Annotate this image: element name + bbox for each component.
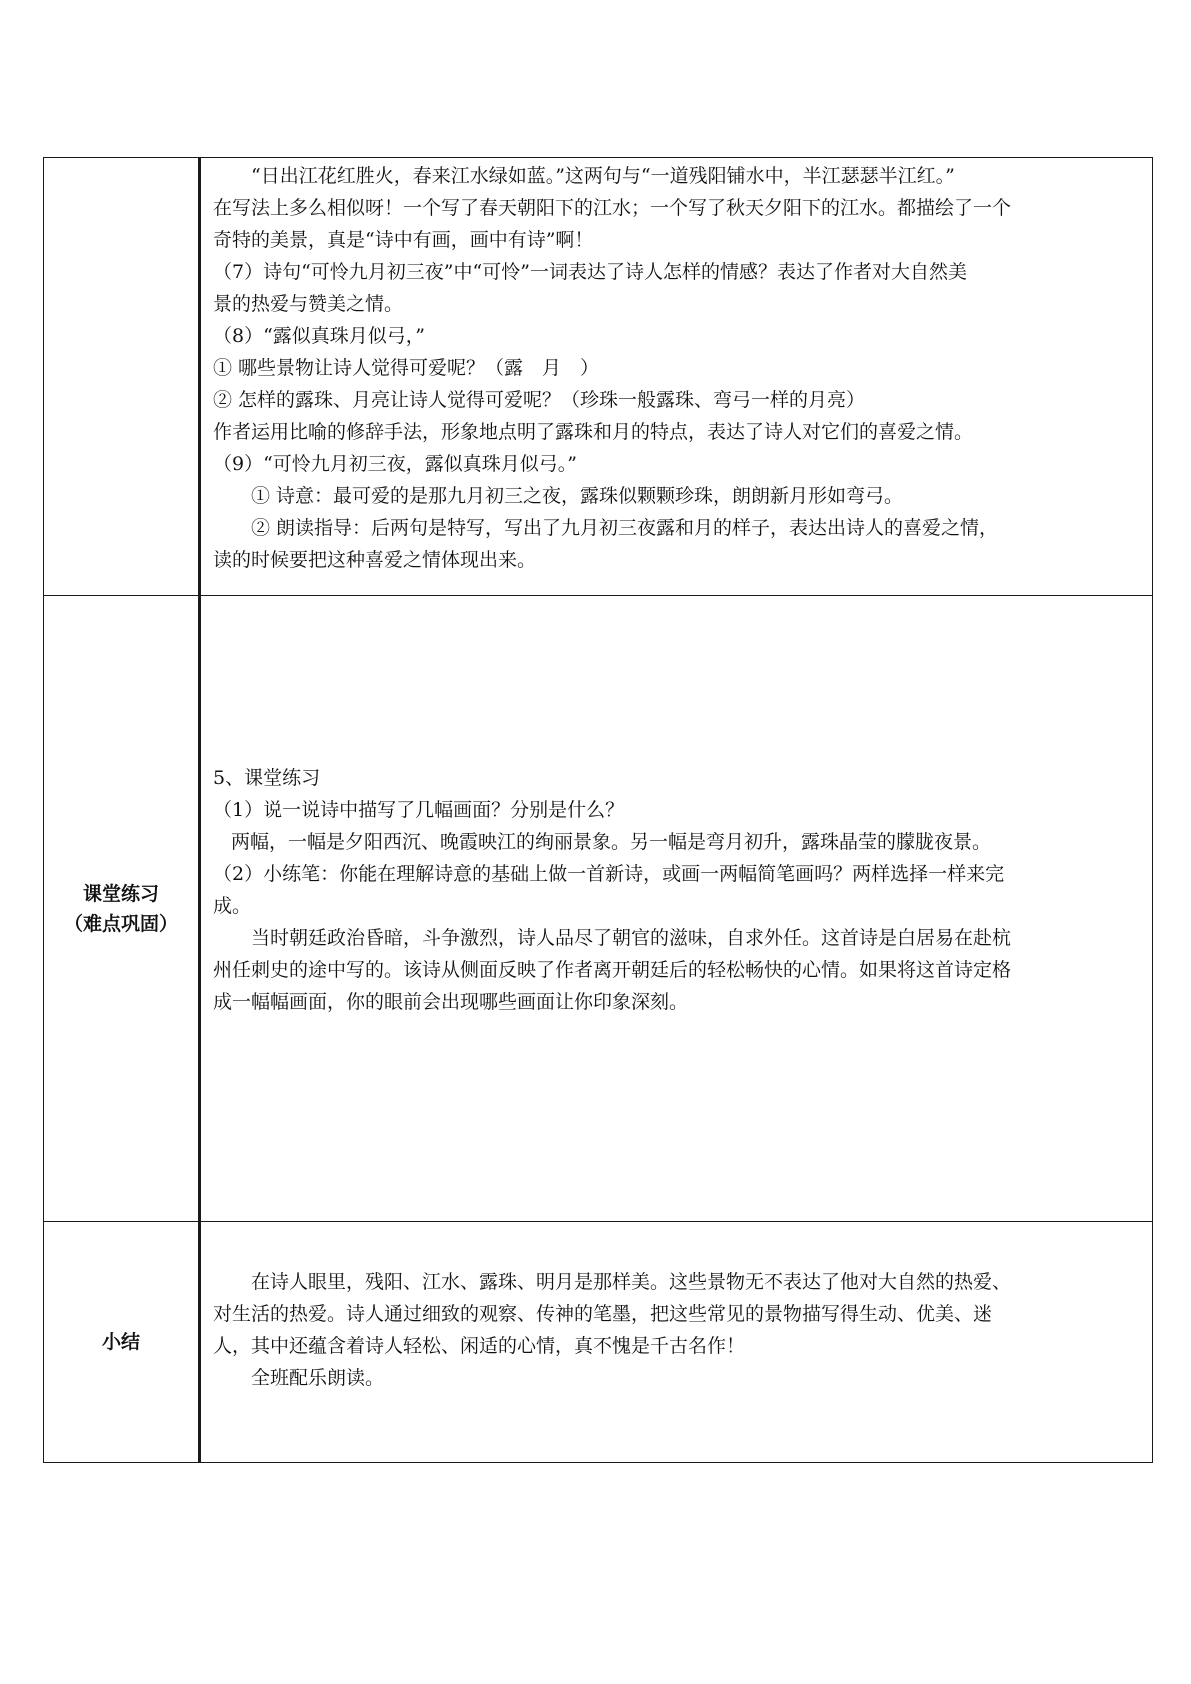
label-line: 课堂练习: [82, 882, 159, 905]
classroom-practice-content: [200, 596, 1153, 1222]
row-label-empty: [44, 158, 200, 596]
paragraph-line: “日出江花红胜火，春来江水绿如蓝。”这两句与“一道残阳铺水中，半江瑟瑟半江红。”: [251, 165, 955, 187]
question-9-line: （9）“可怜九月初三夜，露似真珠月似弓。”: [213, 453, 578, 475]
paragraph-line: 作者运用比喻的修辞手法，形象地点明了露珠和月的特点，表达了诗人对它们的喜爱之情。: [213, 421, 974, 443]
paragraph-line: 在诗人眼里，残阳、江水、露珠、明月是那样美。这些景物无不表达了他对大自然的热爱、: [251, 1271, 1012, 1293]
table-row-classroom-practice: [44, 596, 1153, 1222]
paragraph-line: 读的时候要把这种喜爱之情体现出来。: [213, 549, 537, 571]
section-heading: 5、课堂练习: [213, 767, 321, 789]
lesson-plan-table: [43, 157, 1153, 1463]
row-label-summary: [44, 1222, 200, 1463]
sub-question-line: ② 怎样的露珠、月亮让诗人觉得可爱呢？（珍珠一般露珠、弯弓一样的月亮）: [213, 389, 866, 411]
sub-question-line: ① 哪些景物让诗人觉得可爱呢？（露 月 ）: [213, 357, 600, 379]
paragraph-line: 景的热爱与赞美之情。: [213, 293, 404, 315]
table-row-poem-analysis: [44, 158, 1153, 596]
paragraph-line: 成一幅幅画面，你的眼前会出现哪些画面让你印象深刻。: [213, 991, 689, 1013]
paragraph-line: 州任刺史的途中写的。该诗从侧面反映了作者离开朝廷后的轻松畅快的心情。如果将这首诗定格: [213, 959, 1012, 981]
paragraph-line: 在写法上多么相似呀！一个写了春天朝阳下的江水；一个写了秋天夕阳下的江水。都描绘了一个: [213, 197, 1012, 219]
answer-line: 两幅，一幅是夕阳西沉、晚霞映江的绚丽景象。另一幅是弯月初升，露珠晶莹的朦胧夜景。: [231, 831, 992, 853]
paragraph-line: 人，其中还蕴含着诗人轻松、闲适的心情，真不愧是千古名作！: [213, 1335, 746, 1357]
exercise-2-line: （2）小练笔：你能在理解诗意的基础上做一首新诗，或画一两幅简笔画吗？两样选择一样来完: [213, 863, 1005, 885]
row-label-classroom-practice: [44, 596, 200, 1222]
table-row-summary: [44, 1222, 1153, 1463]
paragraph-line: 奇特的美景，真是“诗中有画，画中有诗”啊！: [213, 229, 594, 251]
paragraph-line: 全班配乐朗读。: [251, 1367, 385, 1389]
question-8-line: （8）“露似真珠月似弓，”: [213, 325, 426, 347]
summary-content: [200, 1222, 1153, 1463]
paragraph-line: 成。: [213, 895, 252, 917]
reading-guide-line: ② 朗读指导：后两句是特写，写出了九月初三夜露和月的样子，表达出诗人的喜爱之情，: [251, 517, 999, 539]
exercise-1-line: （1）说一说诗中描写了几幅画面？分别是什么？: [213, 799, 625, 821]
label-line: 小结: [101, 1331, 140, 1353]
poem-analysis-content: [200, 158, 1153, 596]
label-line: （难点巩固）: [63, 912, 178, 935]
poem-meaning-line: ① 诗意：最可爱的是那九月初三之夜，露珠似颗颗珍珠，朗朗新月形如弯弓。: [251, 485, 904, 507]
paragraph-line: 对生活的热爱。诗人通过细致的观察、传神的笔墨，把这些常见的景物描写得生动、优美、迷: [213, 1303, 993, 1325]
question-7-line: （7）诗句“可怜九月初三夜”中“可怜”一词表达了诗人怎样的情感？表达了作者对大自然美: [213, 261, 967, 283]
paragraph-line: 当时朝廷政治昏暗，斗争激烈，诗人品尽了朝官的滋味，自求外任。这首诗是白居易在赴杭: [251, 927, 1012, 949]
